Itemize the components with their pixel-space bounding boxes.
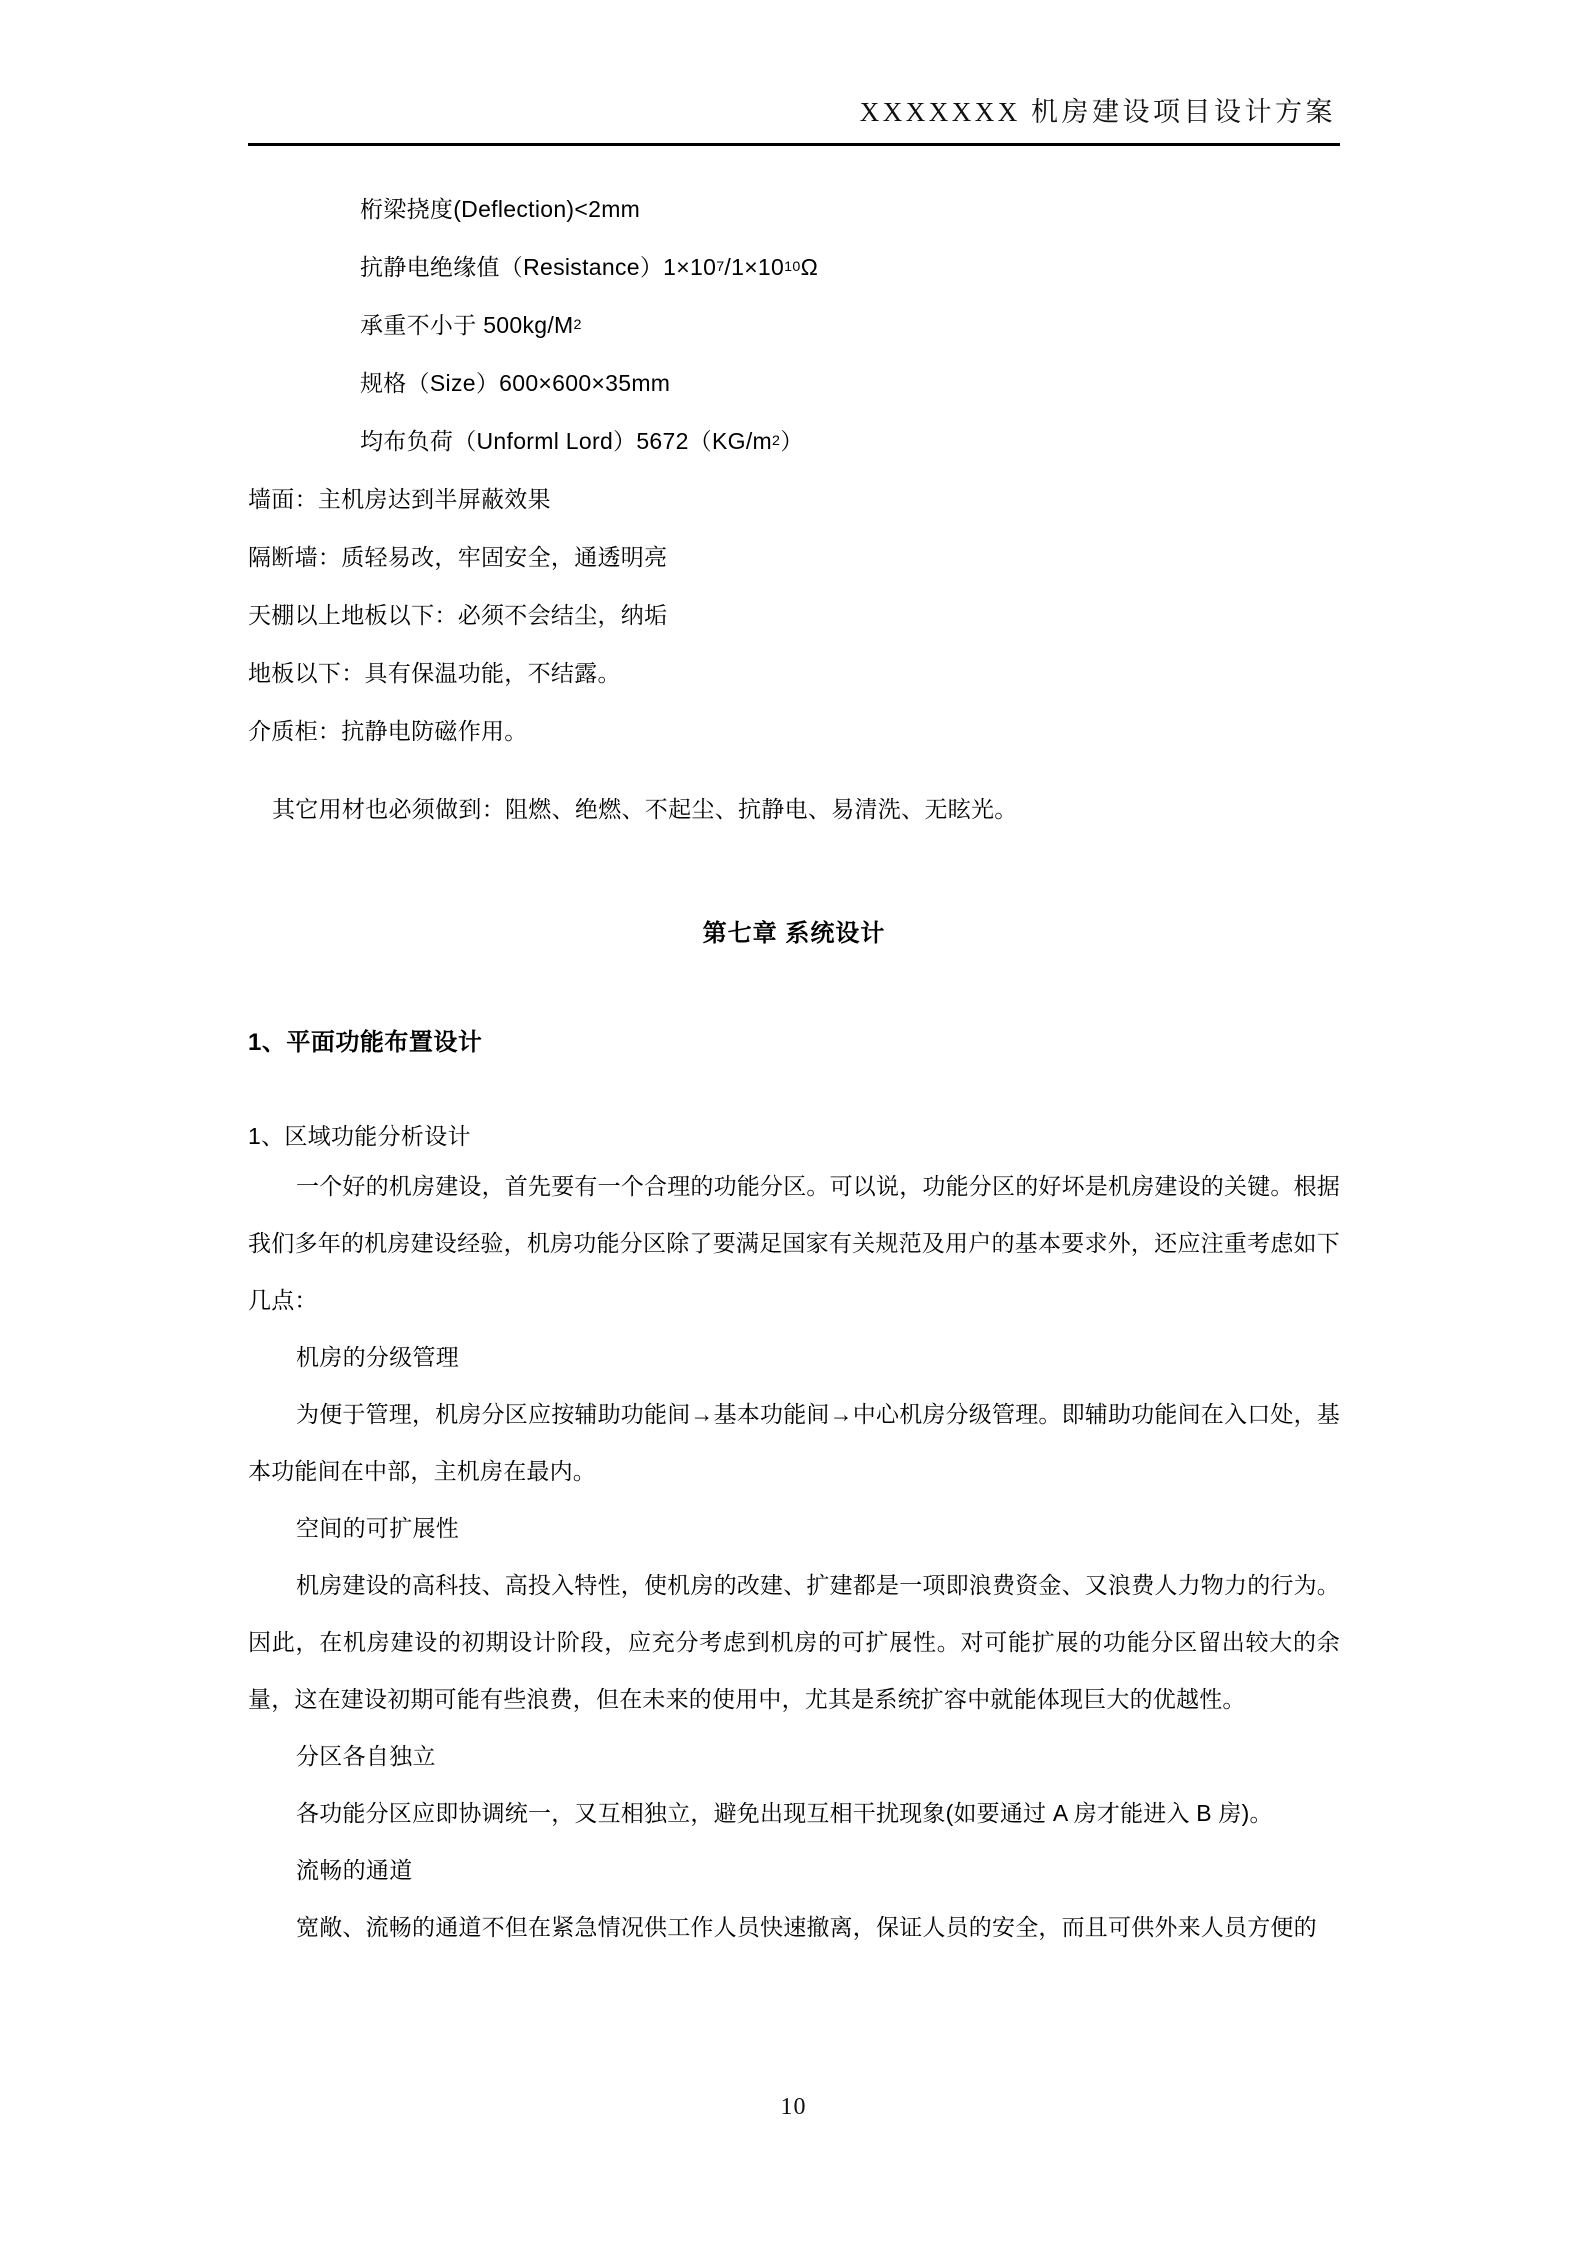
point-body-smooth-passage: 宽敞、流畅的通道不但在紧急情况供工作人员快速撤离，保证人员的安全，而且可供外来人员方便的 [296,1914,1317,1940]
point-body-expandability: 机房建设的高科技、高投入特性，使机房的改建、扩建都是一项即浪费资金、又浪费人力物力的行为。因此，在机房建设的初期设计阶段，应充分考虑到机房的可扩展性。对可能扩展的功能分区留出较大的余量，这在建设初期可能有些浪费，但在未来的使用中，尤其是系统扩容中就能体现巨大的优越性。 [248,1572,1340,1712]
point-heading-zone-independence: 分区各自独立 [296,1743,436,1769]
spec-text-tail: ） [780,427,804,454]
material-line-wall: 墙面：主机房达到半屏蔽效果 [248,485,551,512]
section-title: 1、平面功能布置设计 [248,1029,483,1056]
header-title: XXXXXXX 机房建设项目设计方案 [859,97,1336,127]
point-body-zone-independence: 各功能分区应即协调统一，又互相独立，避免出现互相干扰现象(如要通过 A 房才能进入 B 房)。 [296,1800,1273,1826]
spec-line-uniform-load: 均布负荷（Unforml Lord）5672（KG/m 2 ） [360,427,804,454]
subsection-title: 1、区域功能分析设计 [248,1123,471,1149]
spec-text: 均布负荷（Unforml Lord）5672（KG/m [360,427,772,454]
point-heading-smooth-passage: 流畅的通道 [296,1857,413,1883]
spec-text-tail: Ω [800,253,819,280]
spec-text: 抗静电绝缘值（Resistance）1×10 [360,253,717,280]
page-number: 10 [780,2094,807,2120]
header-divider-rule [248,143,1340,146]
point-body-tiered-management: 为便于管理，机房分区应按辅助功能间→基本功能间→中心机房分级管理。即辅助功能间在入口处，基本功能间在中部，主机房在最内。 [248,1401,1340,1484]
spec-line-resistance: 抗静电绝缘值（Resistance）1×10 7 /1×10 10 Ω [360,253,819,280]
point-heading-expandability: 空间的可扩展性 [296,1515,460,1541]
document-header [248,96,1338,130]
spec-text: 桁梁挠度(Deflection)<2mm [360,195,641,222]
spec-line-size [360,354,1340,412]
material-line-media-cabinet: 介质柜：抗静电防磁作用。 [248,717,528,744]
chapter-title: 第七章 系统设计 [702,920,886,947]
spec-line-deflection [360,180,1340,238]
spacer [248,760,1340,778]
spec-text: 承重不小于 500kg/M [360,311,574,338]
intro-paragraph: 一个好的机房建设，首先要有一个合理的功能分区。可以说，功能分区的好坏是机房建设的关键。根据我们多年的机房建设经验，机房功能分区除了要满足国家有关规范及用户的基本要求外，还应注重考虑如下几点： [248,1173,1340,1313]
material-note: 其它用材也必须做到：阻燃、绝燃、不起尘、抗静电、易清洗、无眩光。 [272,795,1018,822]
document-body [248,180,1340,1956]
spec-line-load: 承重不小于 500kg/M 2 [360,311,582,338]
point-heading-tiered-management: 机房的分级管理 [296,1344,460,1370]
spec-text-mid: /1×10 [724,253,785,280]
material-line-ceiling-floor: 天棚以上地板以下：必须不会结尘，纳垢 [248,601,668,628]
spec-text: 规格（Size）600×600×35mm [360,369,671,396]
material-line-under-floor: 地板以下：具有保温功能，不结露。 [248,659,621,686]
material-line-partition-wall: 隔断墙：质轻易改，牢固安全，通透明亮 [248,543,668,570]
